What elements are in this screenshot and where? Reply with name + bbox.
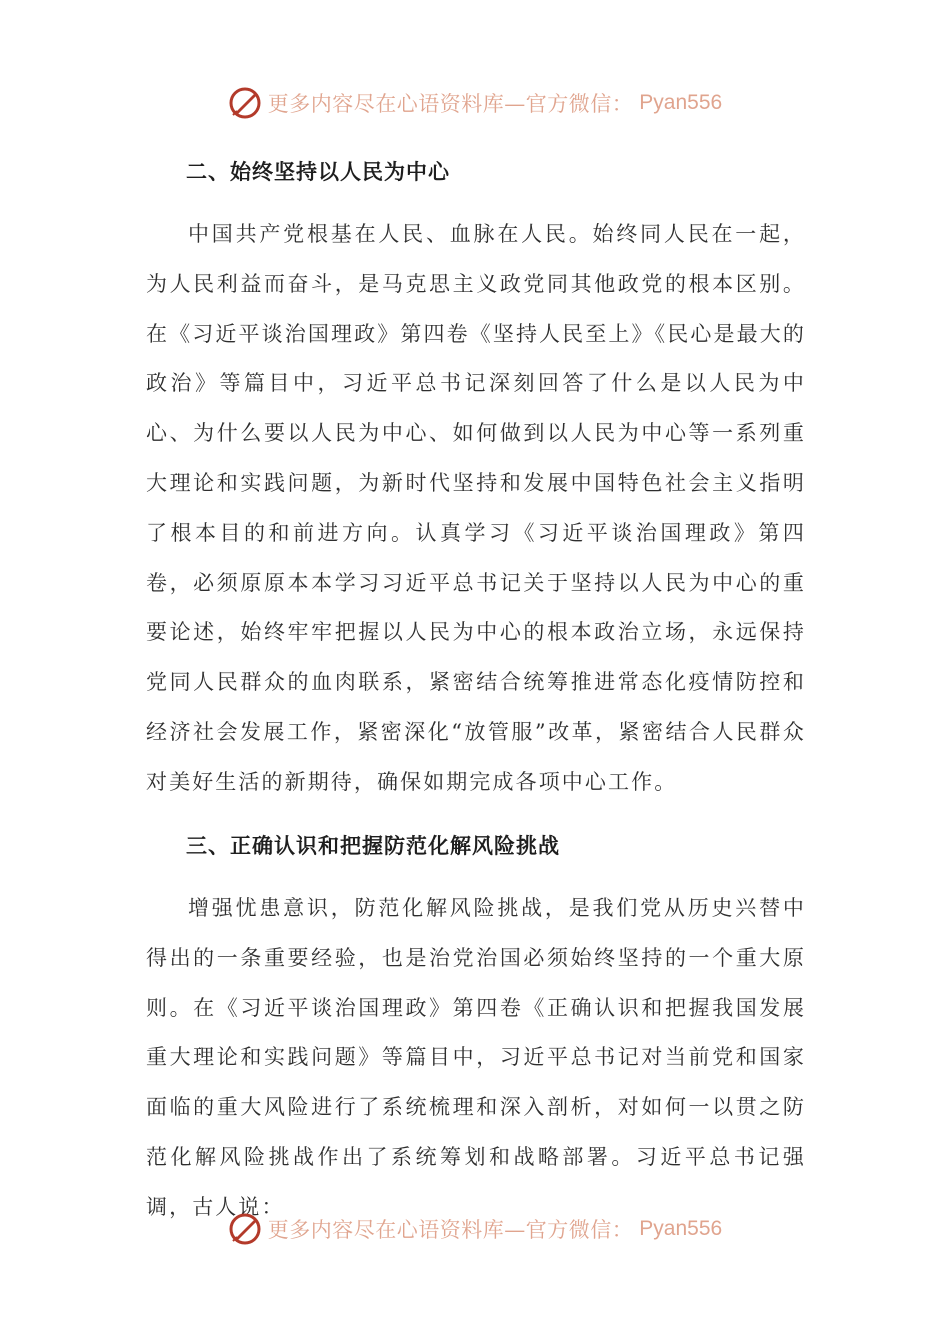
section-heading: 三、正确认识和把握防范化解风险挑战 xyxy=(186,834,560,858)
section-paragraph: 中国共产党根基在人民、血脉在人民。始终同人民在一起，为人民利益而奋斗，是马克思主义政党同其他政党的根本区别。在《习近平谈治国理政》第四卷《坚持人民至上》《民心是最大的政治》等篇目中，习近平总书记深刻回答了什么是以人民为中心、为什么要以人民为中心、如何做到以人民为中心等一系列重大理论和实践问题，为新时代坚持和发展中国特色社会主义指明了根本目的和前进方向。认真学习《习近平谈治国理政》第四卷，必须原原本本学习习近平总书记关于坚持以人民为中心的重要论述，始终牢牢把握以人民为中心的根本政治立场，永远保持党同人民群众的血肉联系，紧密结合统筹推进常态化疫情防控和经济社会发展工作，紧密深化“放管服”改革，紧密结合人民群众对美好生活的新期待，确保如期完成各项中心工作。 xyxy=(146,222,806,794)
watermark-text: 更多内容尽在心语资料库—官方微信： xyxy=(267,92,634,116)
section-paragraph: 增强忧患意识，防范化解风险挑战，是我们党从历史兴替中得出的一条重要经验，也是治党治国必须始终坚持的一个重大原则。在《习近平谈治国理政》第四卷《正确认识和把握我国发展重大理论和实践问题》等篇目中，习近平总书记对当前党和国家面临的重大风险进行了系统梳理和深入剖析，对如何一以贯之防范化解风险挑战作出了系统筹划和战略部署。习近平总书记强调，古人说： xyxy=(146,896,806,1219)
watermark-text: 更多内容尽在心语资料库—官方微信： xyxy=(267,1218,634,1242)
section-heading: 二、始终坚持以人民为中心 xyxy=(186,160,450,184)
watermark-wechat-id: Pyan556 xyxy=(639,1217,723,1240)
quill-logo-icon xyxy=(228,86,262,120)
watermark-header xyxy=(0,86,950,120)
watermark-footer xyxy=(0,1212,950,1246)
watermark-wechat-id: Pyan556 xyxy=(639,91,723,114)
quill-logo-icon xyxy=(228,1212,262,1246)
